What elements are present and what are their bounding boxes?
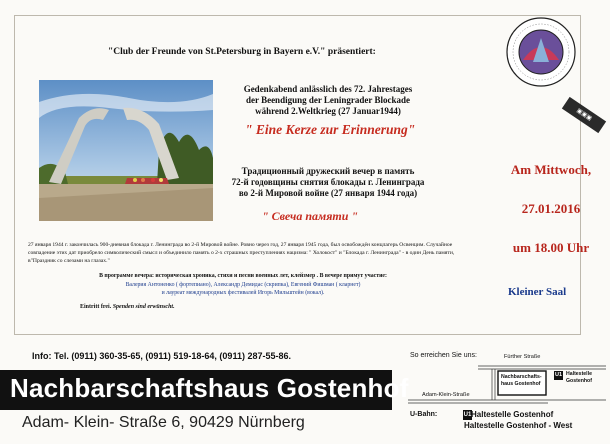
- map-street-fuerther: Fürther Straße: [504, 354, 541, 360]
- info-phone: Info: Tel. (0911) 360-35-65, (0911) 519-18-64, (0911) 287-55-86.: [32, 351, 291, 361]
- title-de: " Eine Kerze zur Erinnerung": [245, 122, 416, 137]
- date-block: [492, 150, 610, 267]
- date-day: 27.01.2016: [521, 201, 581, 216]
- event-description-de: [218, 84, 438, 117]
- ubahn-label: U-Bahn:: [410, 411, 438, 418]
- date-time: um 18.00 Uhr: [512, 240, 590, 255]
- date-weekday: Am Mittwoch,: [510, 162, 592, 177]
- map-u-symbol: U1: [555, 372, 563, 378]
- event-ru-line1: Традиционный дружеский вечер в память: [241, 166, 415, 176]
- venue-name: Nachbarschaftshaus Gostenhof: [10, 373, 409, 403]
- event-de-line3: während 2.Weltkrieg (27 Januar1944): [255, 106, 401, 116]
- map-heading: So erreichen Sie uns:: [410, 352, 477, 359]
- event-ru-line2: 72-й годовщины снятия блокады г. Ленинграда: [231, 177, 425, 187]
- program-block: [28, 272, 458, 298]
- entry-label: Eintritt frei.: [80, 304, 112, 310]
- monument-photo: [39, 80, 213, 221]
- room-name: Kleiner Saal: [508, 286, 567, 298]
- history-paragraph: 27 января 1944 г. закончилась 900-дневная блокада г. Ленинграда во 2-й Мировой войне. Ровно через год, 27 января 1945 года, был освобождён концлагерь Освенцим. Случайное совпадение этих дат приобрело символический смысл и объединило память о 2-х страшных преступлениях нацизма: " Холокост" и "Блокада г. Ленинграда" - в один День памяти, в"Праздник со слезами на глазах.": [28, 242, 455, 264]
- seal-stamp: ▣▣▣: [562, 97, 606, 133]
- entry-note: [80, 304, 175, 310]
- program-performers-1: Валерия Антоненко ( фортепиано), Александр Демидас (скрипка), Евгений Фишман ( кларнет): [125, 281, 361, 288]
- venue-address: Adam- Klein- Straße 6, 90429 Nürnberg: [22, 414, 305, 431]
- program-performers-2: и лауреат международных фестивалей Игорь Мильштейн (вокал).: [161, 290, 325, 296]
- event-de-line2: der Beendigung der Leningrader Blockade: [245, 95, 411, 105]
- program-intro: В программе вечера: историческая хроника, стихи и песни военных лет, клейзмер . В вечере примут участие:: [99, 273, 387, 279]
- location-map: [408, 352, 606, 404]
- ubahn-stop-gostenhof: Haltestelle Gostenhof: [471, 410, 554, 419]
- map-street-adam-klein: Adam-Klein-Straße: [422, 392, 470, 398]
- presenter-line: "Club der Freunde von St.Petersburg in Bayern e.V." präsentiert:: [108, 47, 376, 57]
- event-description-ru: [218, 166, 438, 199]
- ubahn-stop-gostenhof-west: Haltestelle Gostenhof - West: [464, 421, 573, 430]
- map-building: Nachbarschafts-haus Gostenhof: [501, 374, 542, 387]
- title-ru: " Свеча памяти ": [262, 209, 359, 223]
- map-stop-box: Haltestelle Gostenhof: [566, 371, 592, 384]
- event-de-line1: Gedenkabend anlässlich des 72. Jahrestages: [243, 84, 413, 94]
- ubahn-symbol: U1: [463, 412, 472, 418]
- club-seal: [505, 16, 577, 88]
- event-ru-line3: во 2-й Мировой войне (27 января 1944 года): [238, 188, 418, 198]
- entry-donations: Spenden sind erwünscht.: [112, 304, 175, 310]
